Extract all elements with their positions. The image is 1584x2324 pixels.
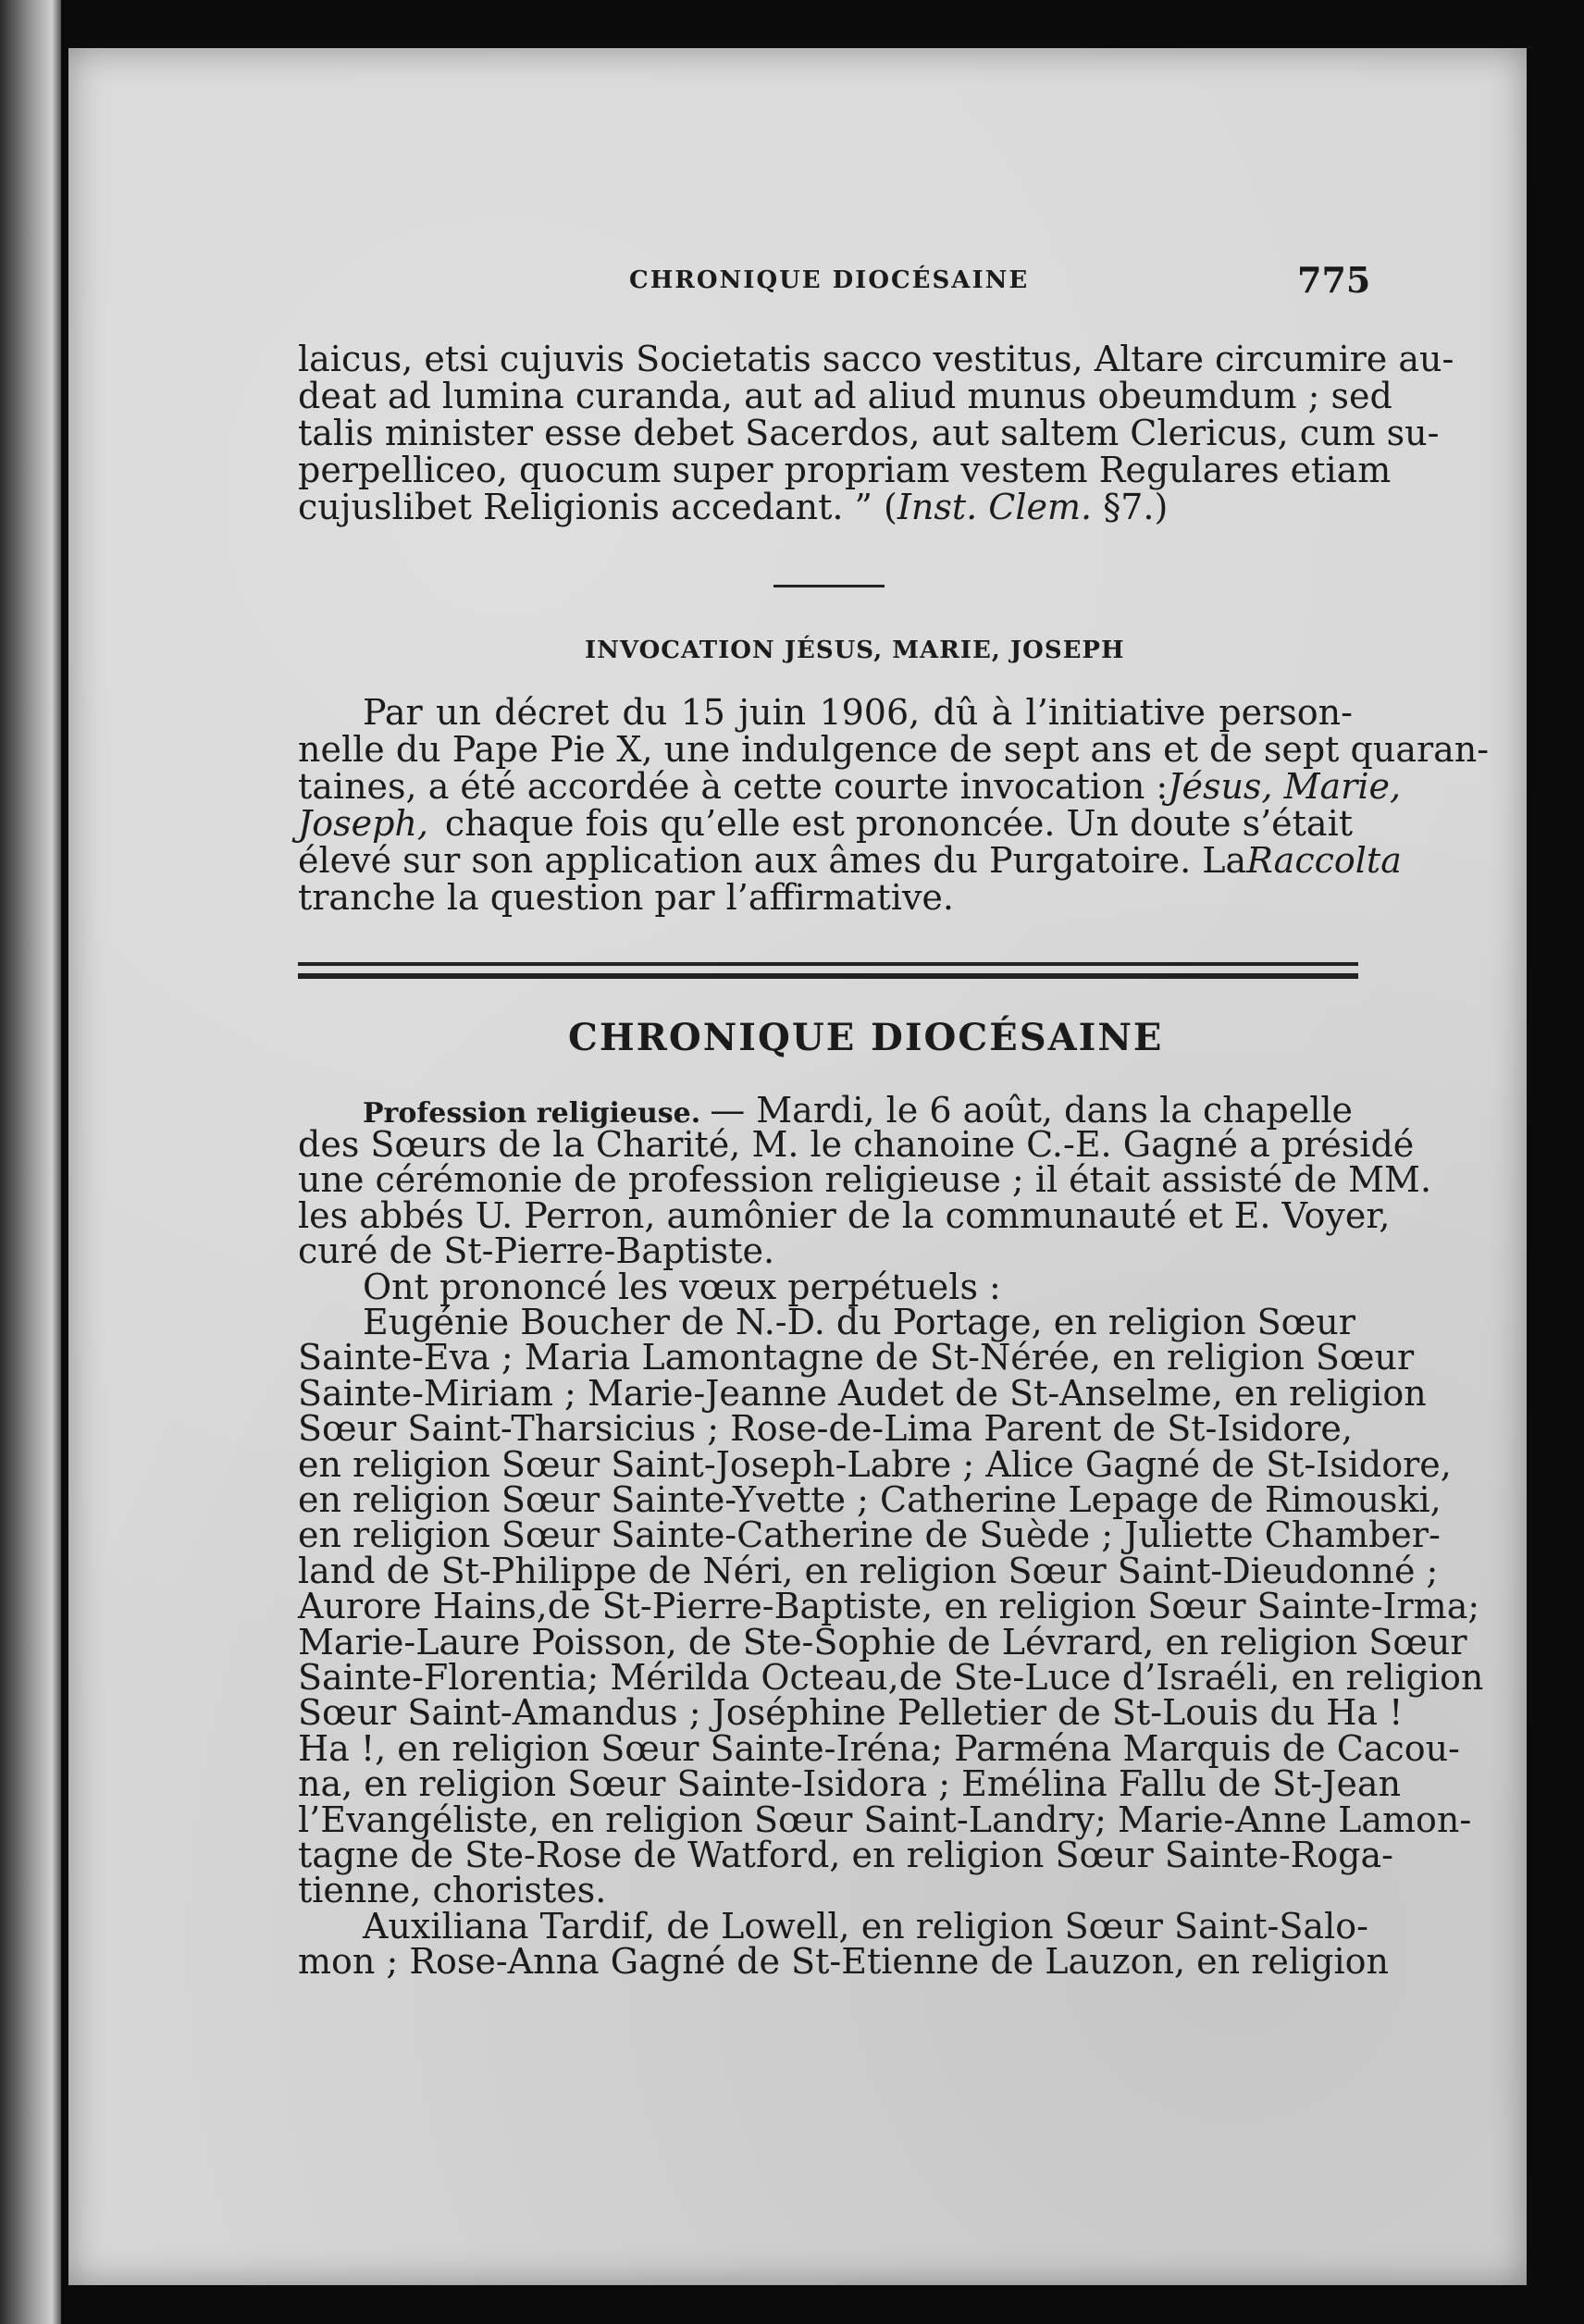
- latin-line-5-suffix: §7.): [1092, 487, 1169, 527]
- chronicle-line: na, en religion Sœur Sainte-Isidora ; Emélina Fallu de St-Jean: [298, 1763, 1402, 1805]
- chronicle-line: Auxiliana Tardif, de Lowell, en religion Sœur Saint-Salo-: [363, 1905, 1368, 1947]
- chronicle-line: une cérémonie de profession religieuse ; il était assisté de MM.: [298, 1159, 1432, 1201]
- latin-line-4: perpelliceo, quocum super propriam vestem Regulares etiam: [298, 450, 1392, 490]
- invocation-line-6: tranche la question par l’affirmative.: [298, 877, 954, 918]
- short-rule: [773, 585, 885, 587]
- chronicle-line: Sainte-Eva ; Maria Lamontagne de St-Nérée, en religion Sœur: [298, 1337, 1415, 1378]
- chronicle-line: en religion Sœur Sainte-Catherine de Suède ; Juliette Chamber-: [298, 1514, 1441, 1556]
- chronicle-line: Ha !, en religion Sœur Sainte-Iréna; Parména Marquis de Cacou-: [298, 1727, 1460, 1769]
- facing-page-edge: [0, 0, 61, 2324]
- chronicle-line: Marie-Laure Poisson, de Ste-Sophie de Lévrard, en religion Sœur: [298, 1621, 1467, 1663]
- running-title: CHRONIQUE DIOCÉSAINE: [629, 266, 1030, 294]
- invocation-line-5-text: élevé sur son application aux âmes du Purgatoire. La: [298, 840, 1247, 881]
- latin-line-5: [298, 488, 1168, 525]
- chronicle-line: en religion Sœur Sainte-Yvette ; Catherine Lepage de Rimouski,: [298, 1479, 1442, 1520]
- chronicle-line: mon ; Rose-Anna Gagné de St-Etienne de Lauzon, en religion: [298, 1941, 1389, 1983]
- chronicle-line: curé de St-Pierre-Baptiste.: [298, 1230, 775, 1272]
- citation: Inst. Clem.: [897, 487, 1093, 527]
- chronicle-line: Sœur Saint-Amandus ; Joséphine Pelletier de St-Louis du Ha !: [298, 1692, 1404, 1734]
- page-number: 775: [1297, 259, 1371, 301]
- raccolta: Raccolta: [1246, 840, 1402, 881]
- invocation-line-3-text: taines, a été accordée à cette courte invocation :: [298, 766, 1169, 807]
- chronicle-line: Sainte-Miriam ; Marie-Jeanne Audet de St-Anselme, en religion: [298, 1372, 1427, 1414]
- invocation-line-3: [298, 766, 1402, 807]
- chronicle-line: des Sœurs de la Charité, M. le chanoine C.-E. Gagné a présidé: [298, 1124, 1415, 1165]
- chronicle-line: Sainte-Florentia; Mérilda Octeau,de Ste-Luce d’Israéli, en religion: [298, 1657, 1484, 1698]
- invocation-words: Jésus, Marie,: [1168, 766, 1402, 807]
- invocation-line-4: [298, 805, 1353, 842]
- chronicle-line: en religion Sœur Saint-Joseph-Labre ; Alice Gagné de St-Isidore,: [298, 1443, 1452, 1485]
- invocation-line-1: Par un décret du 15 juin 1906, dû à l’initiative person-: [363, 692, 1353, 733]
- chronicle-line: les abbés U. Perron, aumônier de la communauté et E. Voyer,: [298, 1194, 1391, 1236]
- latin-line-5-prefix: cujuslibet Religionis accedant. ” (: [298, 487, 897, 527]
- invocation-heading: INVOCATION JÉSUS, MARIE, JOSEPH: [585, 637, 1125, 664]
- chronicle-title: CHRONIQUE DIOCÉSAINE: [568, 1016, 1164, 1059]
- chronicle-line: Aurore Hains,de St-Pierre-Baptiste, en religion Sœur Sainte-Irma;: [298, 1586, 1480, 1627]
- run-in-heading: Profession religieuse.: [363, 1097, 701, 1130]
- latin-line-3: talis minister esse debet Sacerdos, aut saltem Clericus, cum su-: [298, 413, 1440, 453]
- chronicle-line: tienne, choristes.: [298, 1870, 607, 1911]
- chronicle-line-1-rest: — Mardi, le 6 août, dans la chapelle: [710, 1090, 1353, 1131]
- latin-line-2: deat ad lumina curanda, aut ad aliud munus obeumdum ; sed: [298, 376, 1392, 416]
- chronicle-line: Eugénie Boucher de N.-D. du Portage, en religion Sœur: [363, 1302, 1355, 1342]
- chronicle-line: Sœur Saint-Tharsicius ; Rose-de-Lima Parent de St-Isidore,: [298, 1408, 1353, 1450]
- chronicle-line: Ont prononcé les vœux perpétuels :: [363, 1266, 1001, 1307]
- chronicle-line: l’Evangéliste, en religion Sœur Saint-Landry; Marie-Anne Lamon-: [298, 1799, 1472, 1840]
- latin-line-1: laicus, etsi cujuvis Societatis sacco vestitus, Altare circumire au-: [298, 339, 1454, 379]
- double-rule-bottom: [298, 973, 1358, 979]
- chronicle-line: tagne de Ste-Rose de Watford, en religion Sœur Sainte-Roga-: [298, 1835, 1393, 1875]
- invocation-line-2: nelle du Pape Pie X, une indulgence de sept ans et de sept quaran-: [298, 729, 1490, 770]
- invocation-line-4-rest: chaque fois qu’elle est prononcée. Un doute s’était: [444, 803, 1353, 844]
- invocation-line-5: [298, 840, 1402, 881]
- double-rule-top: [298, 962, 1358, 966]
- invocation-joseph: Joseph,: [298, 803, 428, 844]
- chronicle-line: land de St-Philippe de Néri, en religion Sœur Saint-Dieudonné ;: [298, 1550, 1439, 1591]
